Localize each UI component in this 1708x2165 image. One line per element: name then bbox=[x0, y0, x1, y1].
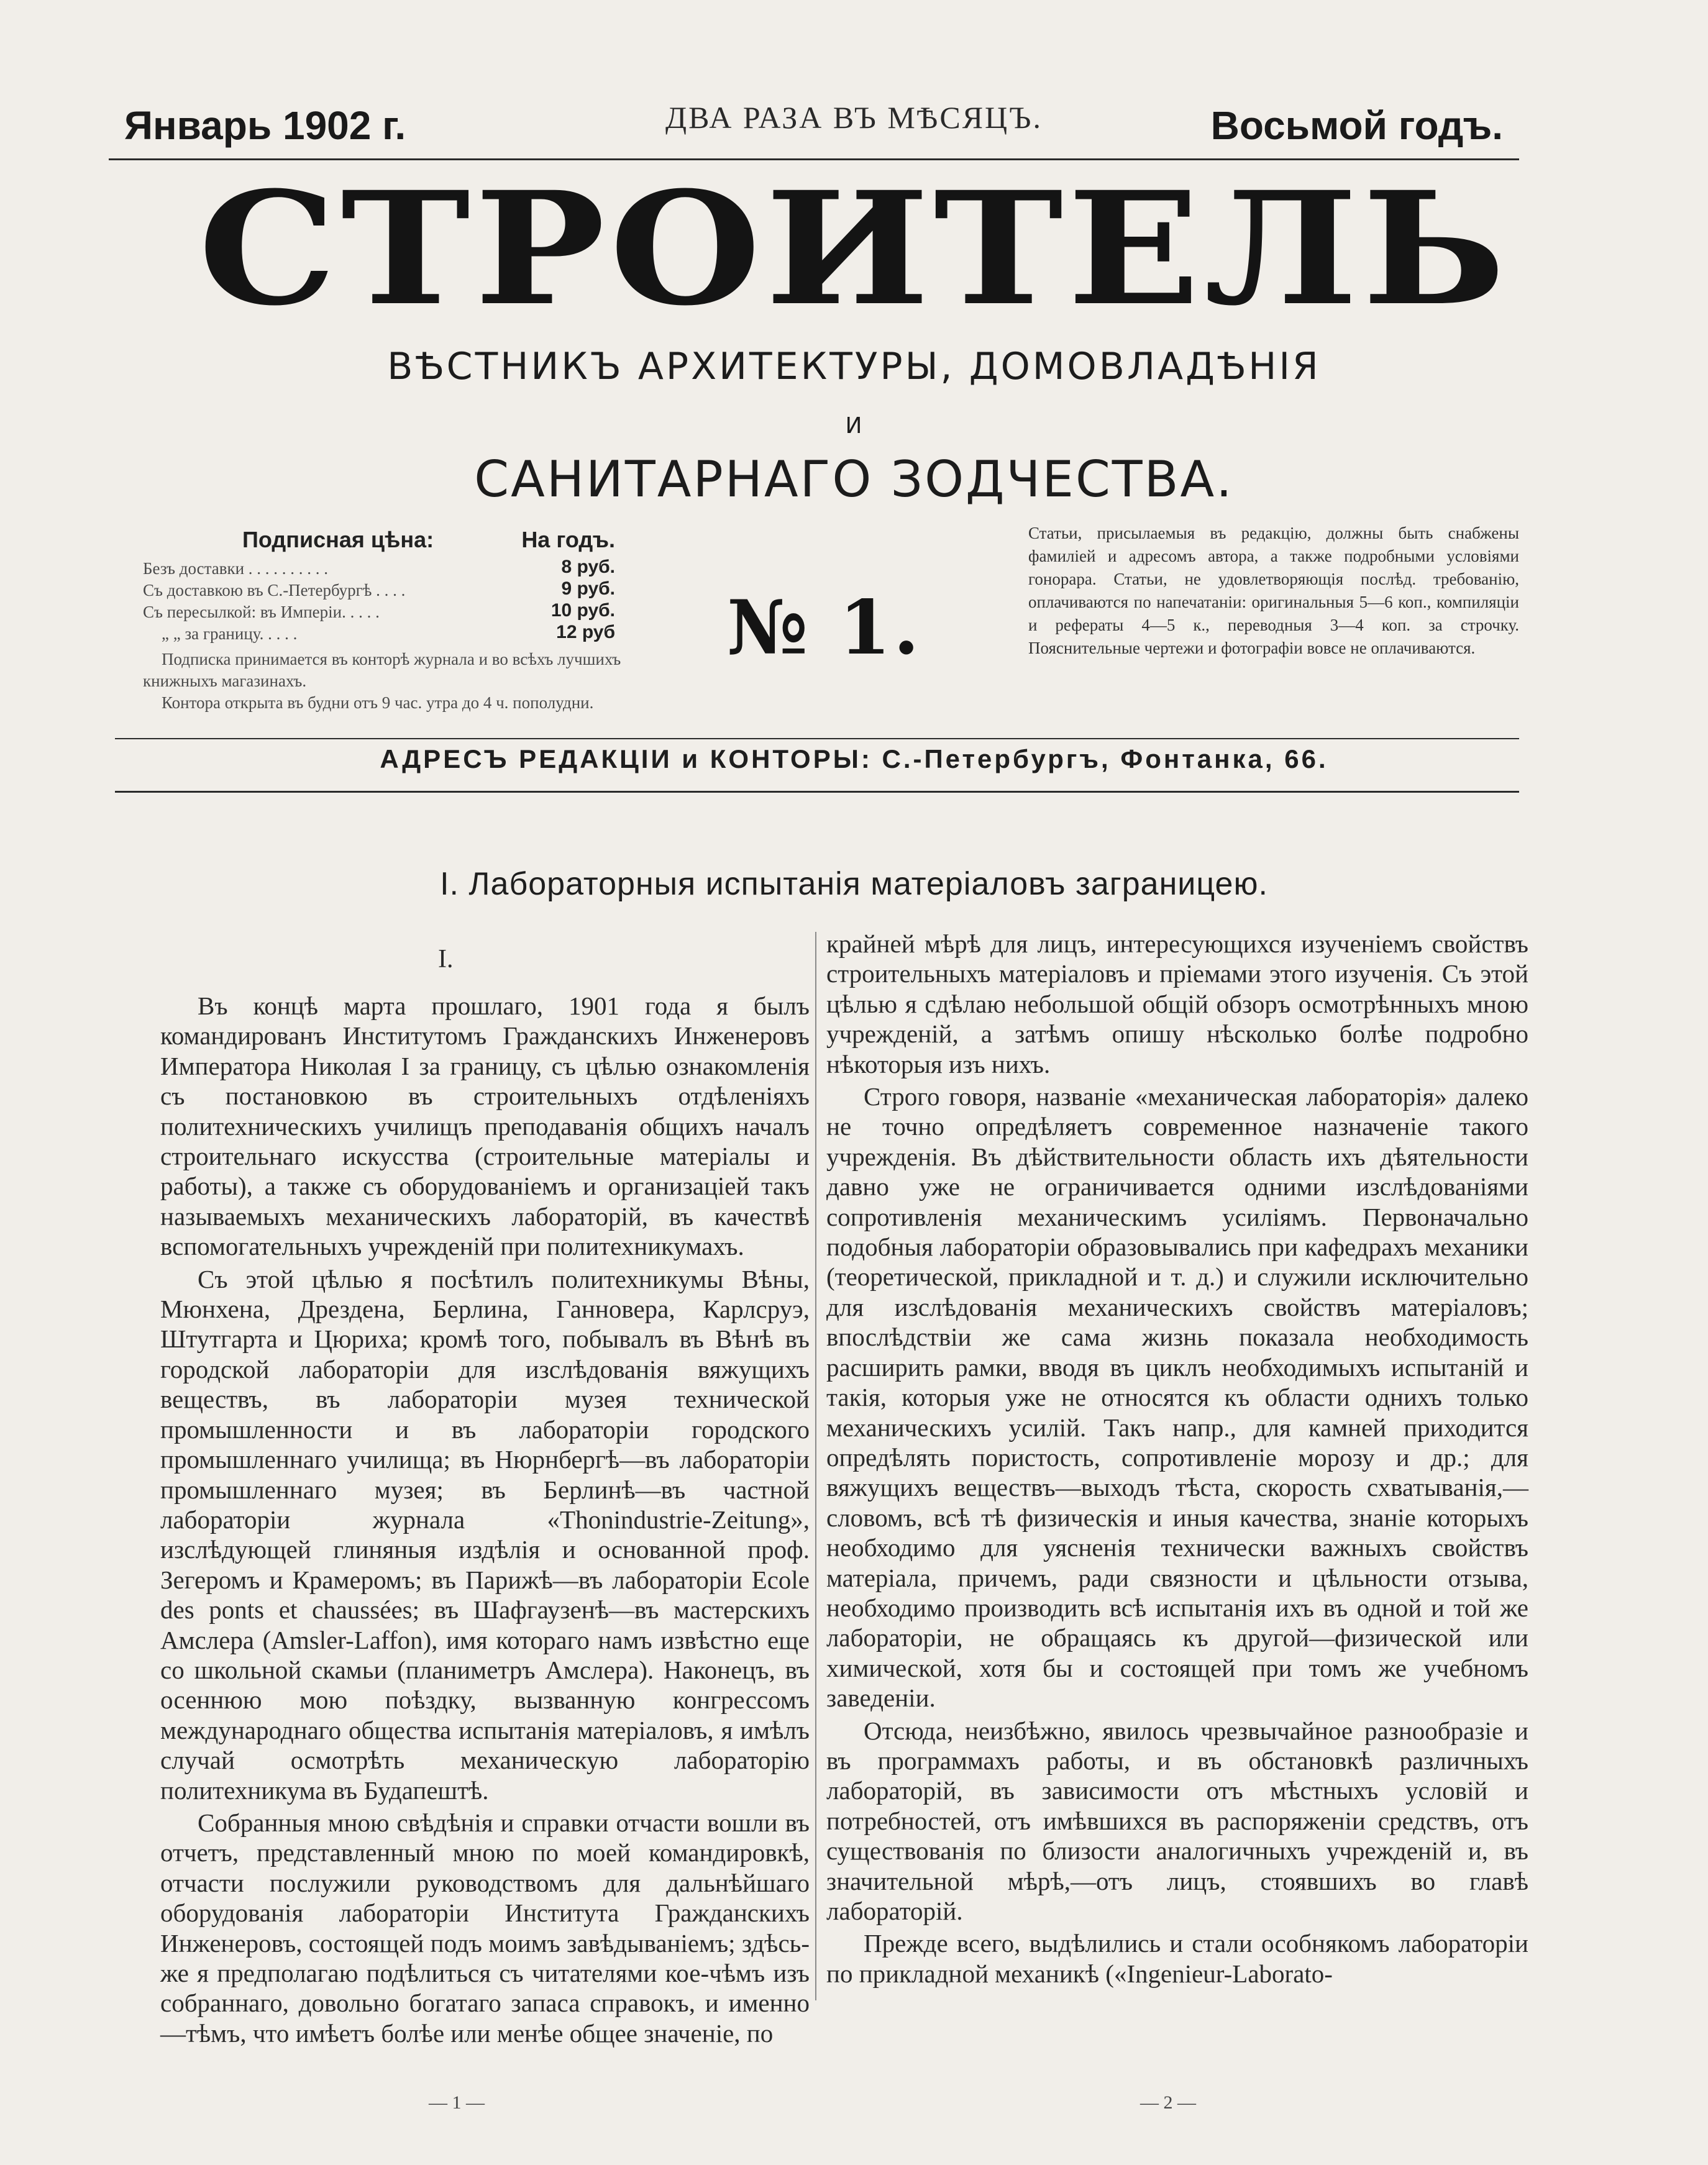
price-label: „ „ за границу. . . . . bbox=[162, 624, 298, 643]
subscription-note-offices: Подписка принимается въ конторѣ журнала и во всѣхъ лучшихъ книжныхъ магазинахъ. bbox=[143, 650, 621, 690]
price-row bbox=[143, 624, 621, 646]
paragraph: крайней мѣрѣ для лицъ, интересующихся изученіемъ свойствъ строительныхъ матеріаловъ и пріемами этого изученія. Съ этой цѣлью я сдѣлаю небольшой общій обзоръ осмотрѣнныхъ мною учрежденій, а затѣмъ опишу нѣсколько болѣе подробно нѣкоторыя изъ нихъ. bbox=[826, 929, 1528, 1078]
paragraph: Въ концѣ марта прошлаго, 1901 года я былъ командированъ Институтомъ Гражданскихъ Инженеровъ Императора Николая I за границу, съ цѣлью ознакомленія съ постановкою въ строительныхъ отдѣленіяхъ политехническихъ училищъ преподаванія общихъ началъ строительнаго искусства (строительные матеріалы и работы), а также съ оборудованіемъ и организаціей такъ называемыхъ механическихъ лабораторій, въ качествѣ вспомогательныхъ учрежденій при политехникумахъ. bbox=[160, 991, 810, 1261]
issue-date: Январь 1902 г. bbox=[124, 103, 406, 148]
editorial-address: АДРЕСЪ РЕДАКЦІИ и КОНТОРЫ: С.-Петербургъ, Фонтанка, 66. bbox=[380, 744, 1328, 773]
price-label: Съ пересылкой: въ Имперіи. . . . . bbox=[143, 603, 380, 621]
price-label: Съ доставкою въ С.-Петербургѣ . . . . bbox=[143, 581, 406, 599]
price-row bbox=[143, 559, 621, 581]
paragraph: Собранныя мною свѣдѣнія и справки отчасти вошли въ отчетъ, представленный мною по моей командировкѣ, отчасти послужили руководствомъ для дальнѣйшаго оборудованія лабораторіи Института Гражданскихъ Инженеровъ, состоящей подъ моимъ завѣдываніемъ; здѣсь-же я предполагаю подѣлиться съ читателями кое-чѣмъ изъ собраннаго, довольно богатаго запаса справокъ, и именно—тѣмъ, что имѣетъ болѣе или менѣе общее значеніе, по bbox=[160, 1808, 810, 2048]
price-row bbox=[143, 578, 621, 603]
masthead-subtitle-line2: САНИТАРНАГО ЗОДЧЕСТВА. bbox=[474, 450, 1234, 508]
publication-frequency: ДВА РАЗА ВЪ МѢСЯЦЪ. bbox=[665, 100, 1043, 135]
masthead-subtitle-line1: ВѢСТНИКЪ АРХИТЕКТУРЫ, ДОМОВЛАДѢНІЯ bbox=[387, 345, 1321, 388]
masthead-title: СТРОИТЕЛЬ bbox=[198, 157, 1510, 340]
subscription-note bbox=[143, 649, 621, 714]
subscription-heading: Подписная цѣна: bbox=[242, 527, 434, 552]
price-value: 12 руб bbox=[556, 622, 615, 642]
article-column-left bbox=[160, 991, 810, 2048]
paragraph: Строго говоря, названіе «механическая лабораторія» далеко не точно опредѣляетъ современное назначеніе такого учрежденія. Въ дѣйствительности область ихъ дѣятельности давно уже не ограничивается одними изслѣдованіями сопротивленія механическимъ усиліямъ. Первоначально подобныя лабораторіи образовывались при кафедрахъ механики (теоретической, прикладной и т. д.) и служили исключительно для изслѣдованія механическихъ свойствъ матеріаловъ; впослѣдствіи же сама жизнь показала необходимость расширить рамки, вводя въ циклъ необходимыхъ испытаній и такія, которыя уже не относятся къ области однихъ только механическихъ усилій. Такъ напр., для камней приходится опредѣлять пористость, сопротивленіе морозу и др.; для вяжущихъ веществъ—выходъ тѣста, скорость схватыванія,—словомъ, всѣ тѣ физическія и иныя качества, знаніе которыхъ необходимо для уясненія технически важныхъ свойствъ матеріала, причемъ, ради связности и цѣльности отзыва, необходимо производить всѣ испытанія ихъ въ одной и той же лабораторіи, не обращаясь къ другой—физической или химической, хотя бы и состоящей при томъ же учебномъ заведеніи. bbox=[826, 1082, 1528, 1713]
paragraph: Прежде всего, выдѣлились и стали особнякомъ лабораторіи по прикладной механикѣ («Ingenieur-Laborato- bbox=[826, 1929, 1528, 1988]
subscription-note-hours: Контора открыта въ будни отъ 9 час. утра до 4 ч. пополудни. bbox=[162, 693, 594, 712]
column-divider bbox=[815, 932, 816, 2000]
price-label: Безъ доставки . . . . . . . . . . bbox=[143, 559, 329, 578]
subscription-block bbox=[143, 527, 621, 714]
article-title: I. Лабораторныя испытанія матеріаловъ заграницею. bbox=[440, 866, 1268, 902]
price-value: 9 руб. bbox=[561, 578, 615, 599]
page-number-right: — 2 — bbox=[1140, 2092, 1196, 2113]
volume-year: Восьмой годъ. bbox=[1210, 103, 1503, 148]
price-value: 8 руб. bbox=[561, 557, 615, 577]
paragraph: Съ этой цѣлью я посѣтилъ политехникумы Вѣны, Мюнхена, Дрездена, Берлина, Ганновера, Карлсруэ, Штутгарта и Цюриха; кромѣ того, побывалъ въ Вѣнѣ въ городской лабораторіи для изслѣдованія вяжущихъ веществъ, въ лабораторіи музея технической промышленности и въ лабораторіи городского промышленнаго училища; въ Нюрнбергѣ—въ лабораторіи промышленнаго музея; въ Берлинѣ—въ частной лабораторіи журнала «Thonindustrie-Zeitung», изслѣдующей глиняныя издѣлія и основанной проф. Зегеромъ и Крамеромъ; въ Парижѣ—въ лабораторіи Ecole des ponts et chaussées; въ Шафгаузенѣ—въ мастерскихъ Амслера (Amsler-Laffon), имя котораго намъ извѣстно еще со школьной скамьи (планиметръ Амслера). Наконецъ, въ осеннюю мою поѣздку, вызванную конгрессомъ международнаго общества испытанія матеріаловъ, я имѣлъ случай осмотрѣть механическую лабораторію политехникума въ Будапештѣ. bbox=[160, 1264, 810, 1805]
subscription-period: На годъ. bbox=[521, 527, 615, 552]
section-number: I. bbox=[438, 945, 454, 973]
issue-number: № 1. bbox=[727, 584, 922, 672]
price-value: 10 руб. bbox=[550, 600, 615, 621]
page-number-left: — 1 — bbox=[429, 2092, 485, 2113]
paragraph: Отсюда, неизбѣжно, явилось чрезвычайное разнообразіе и въ программахъ работы, и въ обстановкѣ различныхъ лабораторій, въ зависимости отъ мѣстныхъ условій и потребностей, отъ имѣвшихся въ распоряженіи средствъ, отъ существованія по близости аналогичныхъ учрежденій и, въ значительной мѣрѣ,—отъ лицъ, стоявшихъ во главѣ лабораторій. bbox=[826, 1716, 1528, 1925]
article-column-right bbox=[826, 929, 1528, 1989]
articles-submission-note: Статьи, присылаемыя въ редакцію, должны быть снабжены фамиліей и адресомъ автора, а также подробными условіями гонорара. Статьи, не удовлетворяющія послѣд. требованію, оплачиваются по напечатаніи: оригинальныя 5—6 коп., компиляціи и рефераты 4—5 к., переводныя 3—4 коп. за строчку. Пояснительные чертежи и фотографіи вовсе не оплачиваются. bbox=[1028, 524, 1519, 657]
masthead-subtitle-and: И bbox=[845, 413, 863, 439]
price-row bbox=[143, 600, 621, 624]
address-rule-bottom bbox=[115, 791, 1519, 793]
address-rule-top bbox=[115, 738, 1519, 739]
